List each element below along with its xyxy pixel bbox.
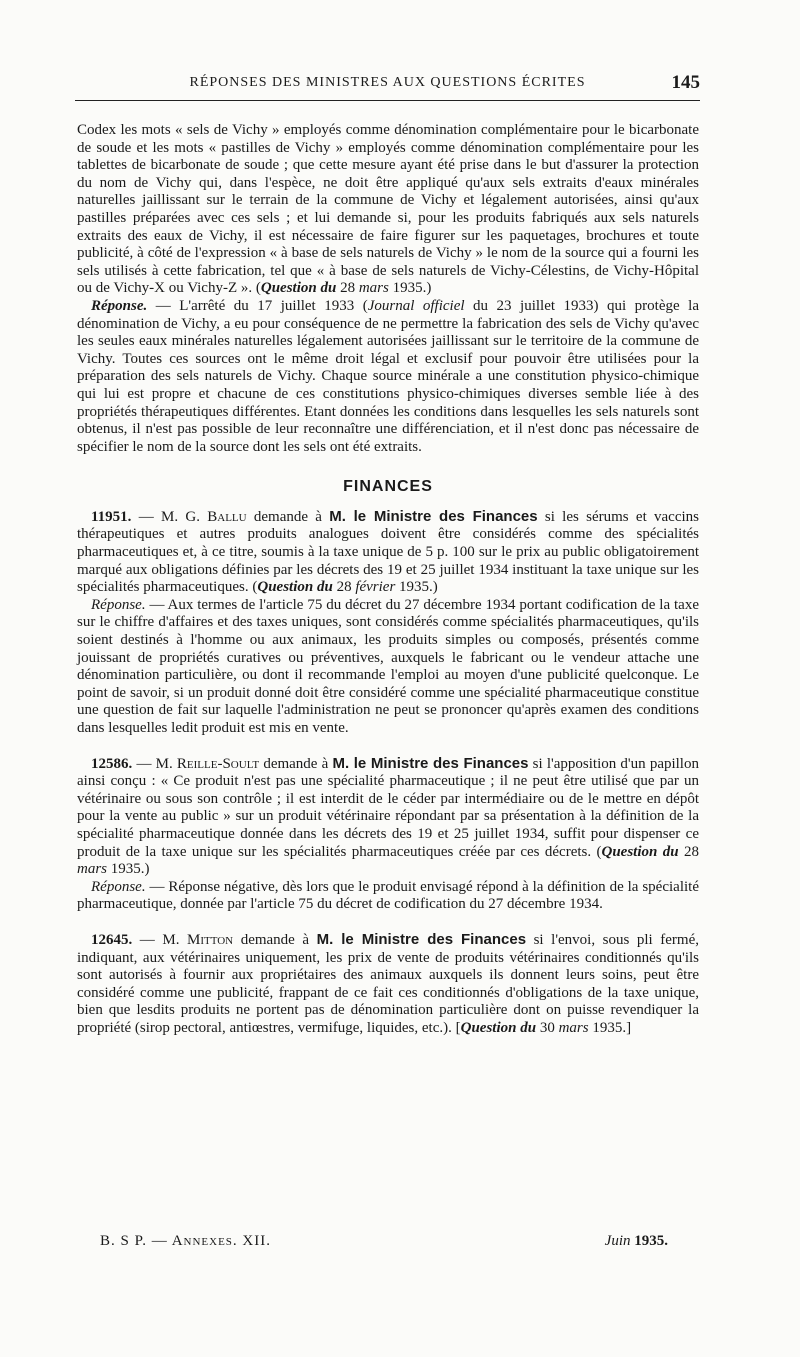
deputy-name: Mitton: [187, 931, 234, 948]
footer-publication: B. S P. — Annexes. XII.: [100, 1233, 271, 1249]
deputy-name: Reille-Soult: [176, 755, 260, 772]
intro-answer: Réponse. — L'arrêté du 17 juillet 1933 (Journal officiel du 23 juillet 1933) qui protège la dénomination de Vichy, a eu pour conséquence de ne permettre la fabrication des sels de Vichy qu'avec les seules eaux minérales naturelles légalement autorisées jaillissant sur le territoire de la commune de Vichy. Toutes ces sources ont le même droit légal et exclusif pour pouvoir être utilisées pour la préparation des sels naturels de Vichy. Chaque source minérale a une constitution physico-chimique qui lui est propre et chacune de ces constitutions physico-chimiques diverses semble liée à des propriétés thérapeutiques différentes. Etant données les conditions dans lesquelles les sels naturels sont obtenus, il n'est pas possible de leur reconnaître une différenciation, et il n'est donc pas nécessaire de spécifier le nom de la source dont les sels ont été extraits.: [77, 297, 699, 455]
answer-12586: Réponse. — Réponse négative, dès lors que le produit envisagé répond à la définition de la spécialité pharmaceutique, donnée par l'article 75 du décret de codification du 27 décembre 1934.: [77, 878, 699, 913]
page-header: [75, 70, 700, 96]
page-number: 145: [671, 72, 700, 93]
reponse-label: Réponse.: [91, 297, 148, 314]
question-12586: 12586. — M. Reille-Soult demande à M. le Ministre des Finances si l'apposition d'un papillon ainsi conçu : « Ce produit n'est pas une spécialité pharmaceutique ; il ne peut être utilisé que par un vétérinaire ou sous son contrôle ; il est interdit de le céder par intermédiaire ou de le mettre en dépôt pour la vente au public » sur un produit vétérinaire répondant par sa présentation à la définition de la spécialité pharmaceutique donnée dans les décrets des 19 et 25 juillet 1934, suffit pour dispenser ce produit de la taxe unique sur les spécialités pharmaceutiques créée par ces décrets. (Question du 28 mars 1935.): [77, 754, 699, 878]
minister-name: M. le Ministre des Finances: [332, 754, 529, 772]
question-label: Question du: [260, 280, 337, 297]
answer-11951: Réponse. — Aux termes de l'article 75 du décret du 27 décembre 1934 portant codification de la taxe sur le chiffre d'affaires et des taxes uniques, sont considérés comme spécialités pharmaceutiques, qu'ils soient destinés à l'homme ou aux animaux, les produits simples ou composés, présentés comme jouissant de propriétés curatives ou préventives, auxquels le fabricant ou le vendeur attache une dénomination particulière, ou dont il recommande l'emploi au moyen d'une publicité quelconque. Le point de savoir, si un produit donné doit être considéré comme une spécialité pharmaceutique constitue une question de fait sur laquelle l'administration ne peut se prononcer qu'après examen des conditions dans lesquelles ledit produit est mis en vente.: [77, 596, 699, 736]
intro-question: Codex les mots « sels de Vichy » employés comme dénomination complémentaire pour le bicarbonate de soude et les mots « pastilles de Vichy » employés comme dénomination complémentaire pour les tablettes de bicarbonate de soude ; que cette mesure ayant été prise dans le but d'assurer la protection du nom de Vichy qui, dans l'espèce, ne doit être appliqué qu'aux sels extraits d'eaux minérales naturelles jaillissant sur le terrain de la commune de Vichy et légalement autorisées, ainsi qu'aux pastilles préparées avec ces sels ; et lui demande si, pour les produits fabriqués aux sels naturels extraits des eaux de Vichy, il est nécessaire de faire figurer sur les paquetages, brochures et toute publicité, à côté de l'expression « à base de sels naturels de Vichy » le nom de la source qui a fourni les sels utilisés à cette fabrication, tel que « à base de sels naturels de Vichy-Célestins, de Vichy-Hôpital ou de Vichy-X ou Vichy-Z ». (Question du 28 mars 1935.): [77, 122, 699, 297]
minister-name: M. le Ministre des Finances: [329, 507, 538, 525]
header-rule: [75, 100, 700, 101]
page-body: [77, 122, 699, 1038]
journal-officiel: Journal officiel: [367, 297, 465, 314]
footer-date: Juin 1935.: [604, 1233, 668, 1249]
minister-name: M. le Ministre des Finances: [316, 930, 527, 948]
deputy-name: Ballu: [207, 508, 247, 525]
page-footer: [100, 1233, 668, 1250]
question-number: 12586.: [91, 755, 133, 772]
question-11951: 11951. — M. G. Ballu demande à M. le Ministre des Finances si les sérums et vaccins thérapeutiques et autres produits analogues doivent être considérés comme des spécialités pharmaceutiques et, à ce titre, soumis à la taxe unique de 5 p. 100 sur le prix au public obligatoirement marqué aux obligations définies par les décrets des 19 et 25 juillet 1934 instituant la taxe unique sur les spécialités pharmaceutiques. (Question du 28 février 1935.): [77, 507, 699, 596]
question-12645: 12645. — M. Mitton demande à M. le Ministre des Finances si l'envoi, sous pli fermé, indiquant, aux vétérinaires uniquement, les prix de vente de produits vétérinaires conditionnés qu'ils sont autorisés à fournir aux propriétaires des animaux auxquels ils donnent leurs soins, peut être considéré comme une publicité, frappant de ce fait ces conditionnés d'obligations de la taxe unique, bien que lesdits produits ne portent pas de dénomination particulière dont on puisse revendiquer la propriété (sirop pectoral, antiœstres, vermifuge, liquides, etc.). [Question du 30 mars 1935.]: [77, 930, 699, 1036]
running-title: RÉPONSES DES MINISTRES AUX QUESTIONS ÉCRITES: [189, 75, 586, 90]
question-number: 11951.: [91, 508, 132, 525]
section-title: FINANCES: [343, 478, 433, 496]
question-number: 12645.: [91, 931, 133, 948]
